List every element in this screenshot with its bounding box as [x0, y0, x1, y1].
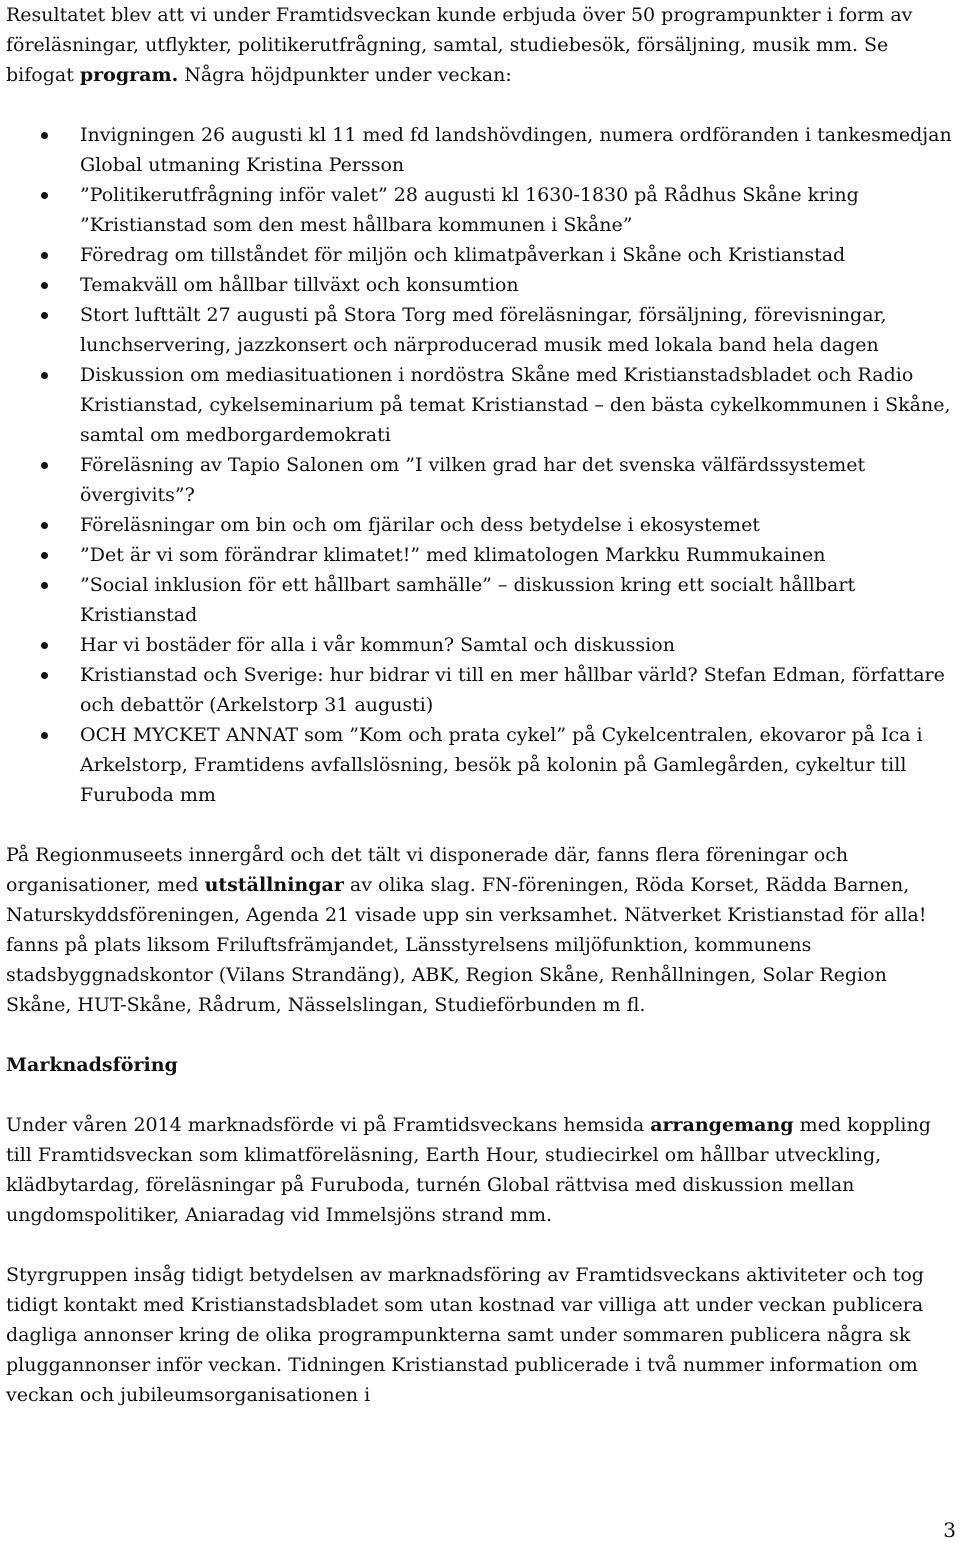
bullet-icon	[41, 372, 48, 379]
page-number: 3	[943, 1518, 956, 1542]
section-heading: Marknadsföring	[6, 1054, 178, 1076]
list-item	[6, 720, 954, 810]
list-item-text: Kristianstad och Sverige: hur bidrar vi till en mer hållbar värld? Stefan Edman, författare och debattör (Arkelstorp 31 augusti)	[80, 664, 945, 716]
list-item	[6, 540, 954, 570]
bullet-icon	[41, 462, 48, 469]
list-item	[6, 270, 954, 300]
list-item-text: Har vi bostäder för alla i vår kommun? Samtal och diskussion	[80, 634, 675, 656]
marketing-paragraph-1	[6, 1110, 954, 1230]
regionmuseet-text-start: På Regionmuseets innergård och det tält vi disponerade där, fanns flera föreningar och organisationer, med	[6, 844, 849, 896]
list-item-text: Föreläsningar om bin och om fjärilar och dess betydelse i ekosystemet	[80, 514, 760, 536]
bullet-icon	[41, 282, 48, 289]
list-item	[6, 360, 954, 450]
list-item	[6, 180, 954, 240]
intro-text-start: Resultatet blev att vi under Framtidsveckan kunde erbjuda över 50 programpunkter i form av föreläsningar, utflykter, politikerutfrågning, samtal, studiebesök, försäljning, musik mm. Se bifogat	[6, 4, 913, 86]
arrangements-link[interactable]: arrangemang	[650, 1114, 794, 1136]
spacer	[6, 1020, 954, 1050]
bullet-icon	[41, 672, 48, 679]
list-item-text: Föreläsning av Tapio Salonen om ”I vilken grad har det svenska välfärdssystemet övergivits”?	[80, 454, 866, 506]
bullet-icon	[41, 192, 48, 199]
bullet-icon	[41, 132, 48, 139]
list-item-text: Diskussion om mediasituationen i nordöstra Skåne med Kristianstadsbladet och Radio Kristianstad, cykelseminarium på temat Kristianstad – den bästa cykelkommunen i Skåne, samtal om medborgardemokrati	[80, 364, 951, 446]
marketing-paragraph-2: Styrgruppen insåg tidigt betydelsen av marknadsföring av Framtidsveckans aktiviteter och tog tidigt kontakt med Kristianstadsbladet som utan kostnad var villiga att under veckan publicera dagliga annonser kring de olika programpunkterna samt under sommaren publicera några sk pluggannonser inför veckan. Tidningen Kristianstad publicerade i två nummer information om veckan och jubileumsorganisationen i	[6, 1264, 924, 1406]
list-item-text: ”Social inklusion för ett hållbart samhälle” – diskussion kring ett socialt hållbart Kristianstad	[80, 574, 856, 626]
list-item-text: Stort lufttält 27 augusti på Stora Torg med föreläsningar, försäljning, förevisningar, lunchservering, jazzkonsert och närproducerad musik med lokala band hela dagen	[80, 304, 887, 356]
list-item	[6, 570, 954, 630]
marketing-text-start: Under våren 2014 marknadsförde vi på Framtidsveckans hemsida	[6, 1114, 651, 1136]
document-page	[6, 0, 954, 1410]
list-item	[6, 300, 954, 360]
list-item-text: Temakväll om hållbar tillväxt och konsumtion	[80, 274, 519, 296]
marketing-text-end: med koppling till Framtidsveckan som klimatföreläsning, Earth Hour, studiecirkel om hållbar utveckling, klädbytardag, föreläsningar på Furuboda, turnén Global rättvisa med diskussion mellan ungdomspolitiker, Aniaradag vid Immelsjöns strand mm.	[6, 1114, 931, 1226]
list-item	[6, 510, 954, 540]
bullet-icon	[41, 582, 48, 589]
bullet-icon	[41, 522, 48, 529]
regionmuseet-text-end: av olika slag. FN-föreningen, Röda Korset, Rädda Barnen, Naturskyddsföreningen, Agenda 21 visade upp sin verksamhet. Nätverket Kristianstad för alla! fanns på plats liksom Friluftsfrämjandet, Länsstyrelsens miljöfunktion, kommunens stadsbyggnadskontor (Vilans Strandäng), ABK, Region Skåne, Renhållningen, Solar Region Skåne, HUT-Skåne, Rådrum, Nässelslingan, Studieförbunden m fl.	[6, 874, 927, 1016]
bullet-icon	[41, 552, 48, 559]
bullet-icon	[41, 642, 48, 649]
list-item	[6, 120, 954, 180]
list-item-text: Föredrag om tillståndet för miljön och klimatpåverkan i Skåne och Kristianstad	[80, 244, 846, 266]
spacer	[6, 1080, 954, 1110]
list-item	[6, 240, 954, 270]
intro-text-end: Några höjdpunkter under veckan:	[178, 64, 512, 86]
list-item-text: ”Det är vi som förändrar klimatet!” med klimatologen Markku Rummukainen	[80, 544, 826, 566]
program-link[interactable]: program.	[79, 64, 179, 86]
list-item-text: OCH MYCKET ANNAT som ”Kom och prata cykel” på Cykelcentralen, ekovaror på Ica i Arkelstorp, Framtidens avfallslösning, besök på kolonin på Gamlegården, cykeltur till Furuboda mm	[80, 724, 923, 806]
highlights-list	[6, 120, 954, 810]
list-item	[6, 660, 954, 720]
bullet-icon	[41, 252, 48, 259]
exhibitions-link[interactable]: utställningar	[204, 874, 344, 896]
regionmuseet-paragraph	[6, 840, 954, 1020]
bullet-icon	[41, 312, 48, 319]
spacer	[6, 1230, 954, 1260]
list-item	[6, 630, 954, 660]
bullet-icon	[41, 732, 48, 739]
list-item	[6, 450, 954, 510]
intro-paragraph	[6, 0, 954, 90]
list-item-text: ”Politikerutfrågning inför valet” 28 augusti kl 1630-1830 på Rådhus Skåne kring ”Kristianstad som den mest hållbara kommunen i Skåne”	[80, 184, 859, 236]
list-item-text: Invigningen 26 augusti kl 11 med fd landshövdingen, numera ordföranden i tankesmedjan Global utmaning Kristina Persson	[80, 124, 952, 176]
